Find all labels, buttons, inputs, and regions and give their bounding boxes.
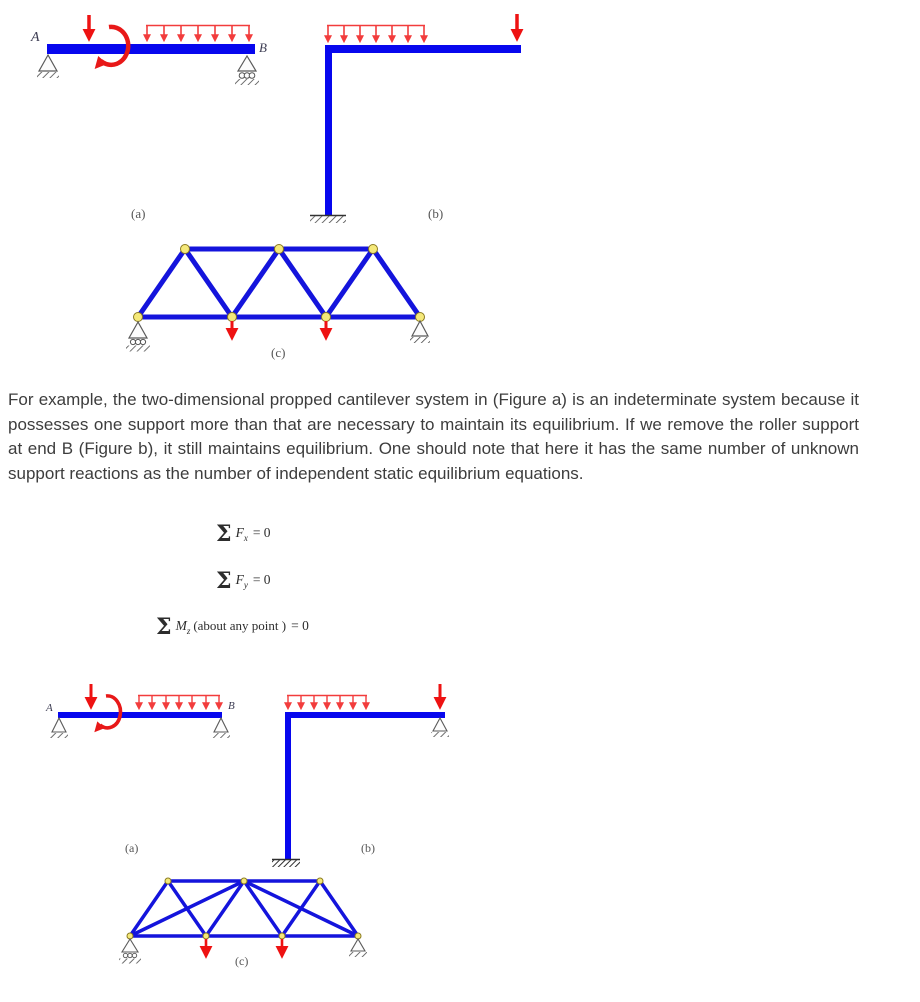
beam-member bbox=[285, 712, 445, 718]
distributed-load-icon bbox=[327, 26, 425, 41]
column-member bbox=[285, 712, 291, 860]
fixed-support-icon bbox=[310, 216, 346, 224]
figure-top bbox=[0, 0, 920, 378]
pin-support-icon bbox=[50, 718, 68, 738]
distributed-load-icon bbox=[287, 696, 367, 708]
pin-support-icon bbox=[431, 718, 449, 737]
figure-bottom bbox=[0, 675, 920, 1002]
equation-subscript: z bbox=[186, 626, 191, 637]
column-member bbox=[325, 45, 332, 216]
pin-support-icon bbox=[37, 55, 59, 78]
caption-b: (b) bbox=[361, 841, 375, 855]
equation-subscript: x bbox=[243, 533, 248, 544]
caption-a: (a) bbox=[131, 206, 146, 221]
caption-a: (a) bbox=[125, 841, 139, 855]
roller-support-icon bbox=[126, 322, 150, 352]
caption-c: (c) bbox=[235, 954, 249, 968]
equation-sum-fx bbox=[216, 521, 271, 547]
distributed-load-icon bbox=[146, 26, 250, 40]
truss-members bbox=[138, 249, 420, 317]
equation-sum-mz bbox=[156, 614, 309, 640]
pin-support-icon bbox=[349, 939, 367, 957]
point-label-A: A bbox=[46, 702, 53, 714]
diagram-a-propped-beam bbox=[45, 684, 235, 855]
equation-sum-fy bbox=[216, 568, 271, 594]
caption-b: (b) bbox=[428, 206, 444, 221]
roller-support-icon bbox=[235, 56, 259, 85]
beam-member bbox=[58, 712, 222, 718]
equation-variable: F bbox=[235, 572, 244, 587]
sigma-symbol: Σ bbox=[156, 614, 172, 640]
diagram-b-propped-frame bbox=[272, 684, 449, 867]
diagram-c-truss bbox=[126, 245, 430, 361]
point-label-B: B bbox=[228, 700, 235, 712]
diagram-a-propped-beam bbox=[30, 15, 267, 221]
diagram-c-redundant-truss bbox=[119, 878, 367, 968]
body-paragraph: For example, the two-dimensional propped cantilever system in (Figure a) is an indeterminate system because it possesses one support more than that are necessary to maintain its equilibrium. If we remove the roller support at end B (Figure b), it still maintains equilibrium. One should note that here it has the same number of unknown support reactions as the number of independent static equilibrium equations. bbox=[8, 390, 859, 483]
beam-member bbox=[47, 44, 255, 54]
equation-variable: F bbox=[235, 525, 244, 540]
beam-member bbox=[325, 45, 521, 53]
caption-c: (c) bbox=[271, 345, 286, 360]
distributed-load-icon bbox=[138, 696, 220, 708]
equation-variable: M bbox=[175, 618, 187, 633]
roller-support-icon bbox=[119, 939, 141, 964]
pin-support-icon bbox=[212, 718, 230, 738]
diagram-b-cantilever-frame bbox=[310, 14, 521, 223]
pin-support-icon bbox=[410, 321, 430, 343]
truss-members bbox=[130, 881, 358, 936]
equation-subscript: y bbox=[243, 580, 248, 591]
equation-rhs: = 0 bbox=[291, 618, 309, 633]
point-label-A: A bbox=[31, 30, 40, 45]
equation-note: (about any point ) bbox=[193, 618, 287, 633]
sigma-symbol: Σ bbox=[216, 568, 232, 594]
equation-rhs: = 0 bbox=[252, 525, 271, 540]
sigma-symbol: Σ bbox=[216, 521, 232, 547]
point-label-B: B bbox=[259, 40, 267, 55]
fixed-support-icon bbox=[272, 860, 300, 868]
equation-rhs: = 0 bbox=[252, 572, 271, 587]
